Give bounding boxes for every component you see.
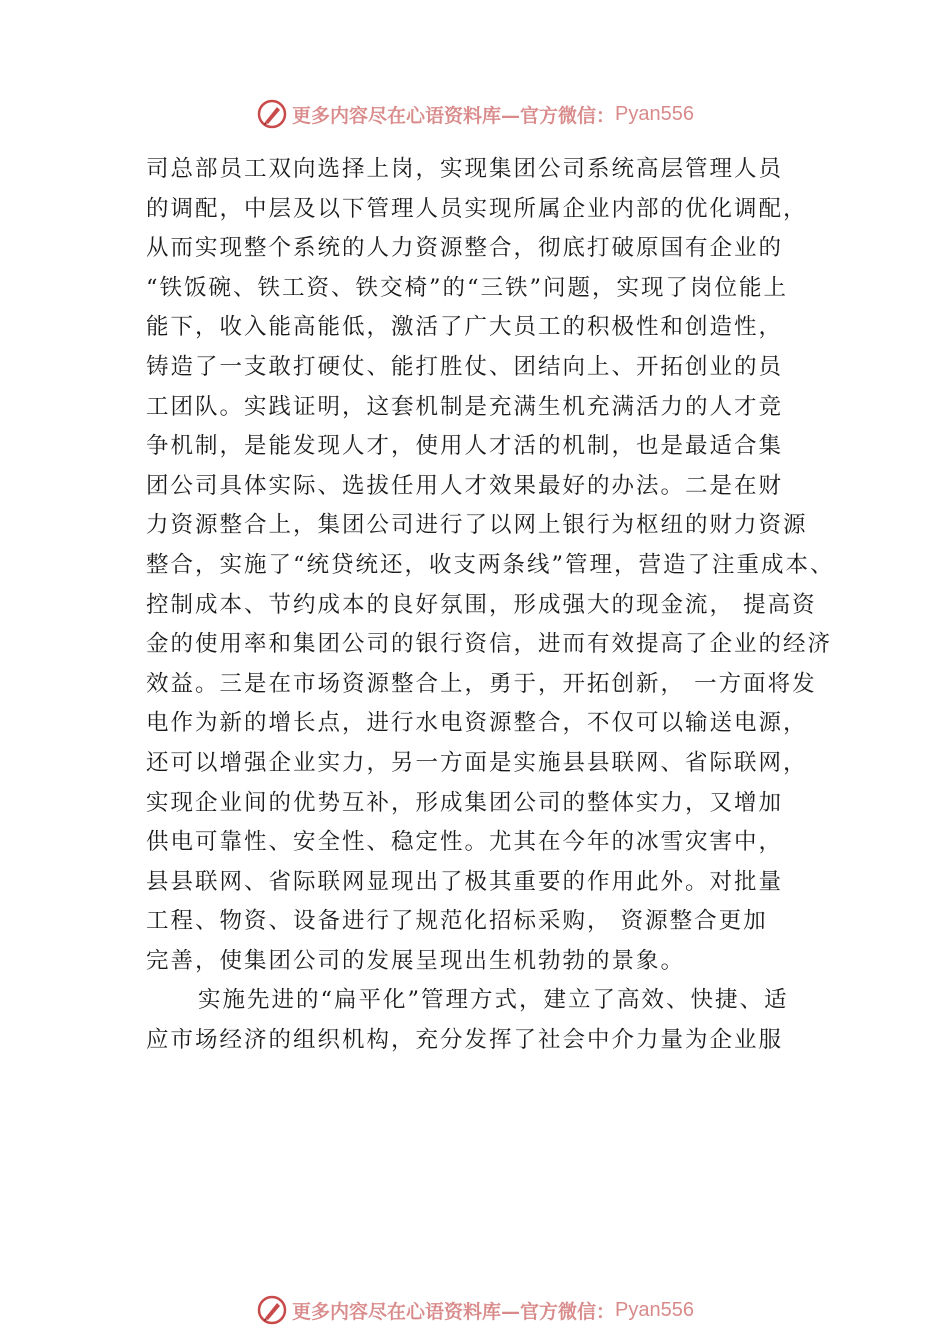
body-line: 金的使用率和集团公司的银行资信，进而有效提高了企业的经济 bbox=[146, 631, 833, 658]
body-line: 铸造了一支敢打硬仗、能打胜仗、团结向上、开拓创业的员 bbox=[146, 353, 784, 380]
pen-logo-icon bbox=[256, 1294, 288, 1326]
paragraph-start-line: 实施先进的“扁平化”管理方式，建立了高效、快捷、适 bbox=[198, 987, 789, 1014]
body-line: 还可以增强企业实力，另一方面是实施县县联网、省际联网， bbox=[146, 749, 808, 776]
body-line: “铁饭碗、铁工资、铁交椅”的“三铁”问题，实现了岗位能上 bbox=[146, 274, 789, 301]
footer-banner bbox=[0, 1290, 950, 1330]
body-line: 整合，实施了“统贷统还，收支两条线”管理，营造了注重成本、 bbox=[146, 551, 835, 578]
body-line: 的调配，中层及以下管理人员实现所属企业内部的优化调配， bbox=[146, 195, 808, 222]
body-line: 电作为新的增长点，进行水电资源整合，不仅可以输送电源， bbox=[146, 710, 808, 737]
document-body bbox=[146, 150, 836, 1061]
body-line: 实现企业间的优势互补，形成集团公司的整体实力，又增加 bbox=[146, 789, 784, 816]
body-line: 应市场经济的组织机构，充分发挥了社会中介力量为企业服 bbox=[146, 1027, 784, 1054]
body-line: 力资源整合上，集团公司进行了以网上银行为枢纽的财力资源 bbox=[146, 512, 808, 539]
body-line: 工团队。实践证明，这套机制是充满生机充满活力的人才竞 bbox=[146, 393, 784, 420]
body-line: 能下，收入能高能低，激活了广大员工的积极性和创造性， bbox=[146, 314, 784, 341]
body-line: 从而实现整个系统的人力资源整合，彻底打破原国有企业的 bbox=[146, 235, 784, 262]
banner-text: 更多内容尽在心语资料库—官方微信： bbox=[292, 104, 616, 127]
banner-text: 更多内容尽在心语资料库—官方微信： bbox=[292, 1300, 616, 1323]
body-line: 完善，使集团公司的发展呈现出生机勃勃的景象。 bbox=[146, 947, 686, 974]
wechat-id: Pyan556 bbox=[615, 1298, 694, 1321]
header-banner bbox=[0, 94, 950, 134]
body-line: 控制成本、节约成本的良好氛围，形成强大的现金流， 提高资 bbox=[146, 591, 817, 618]
body-line: 效益。三是在市场资源整合上，勇于，开拓创新， 一方面将发 bbox=[146, 670, 817, 697]
pen-logo-icon bbox=[256, 98, 288, 130]
body-line: 工程、物资、设备进行了规范化招标采购， 资源整合更加 bbox=[146, 908, 768, 935]
body-line: 司总部员工双向选择上岗，实现集团公司系统高层管理人员 bbox=[146, 156, 784, 182]
body-line: 团公司具体实际、选拔任用人才效果最好的办法。二是在财 bbox=[146, 472, 784, 499]
wechat-id: Pyan556 bbox=[615, 102, 694, 125]
body-line: 争机制，是能发现人才，使用人才活的机制，也是最适合集 bbox=[146, 433, 784, 460]
body-line: 县县联网、省际联网显现出了极其重要的作用此外。对批量 bbox=[146, 868, 784, 895]
body-line: 供电可靠性、安全性、稳定性。尤其在今年的冰雪灾害中， bbox=[146, 829, 784, 856]
